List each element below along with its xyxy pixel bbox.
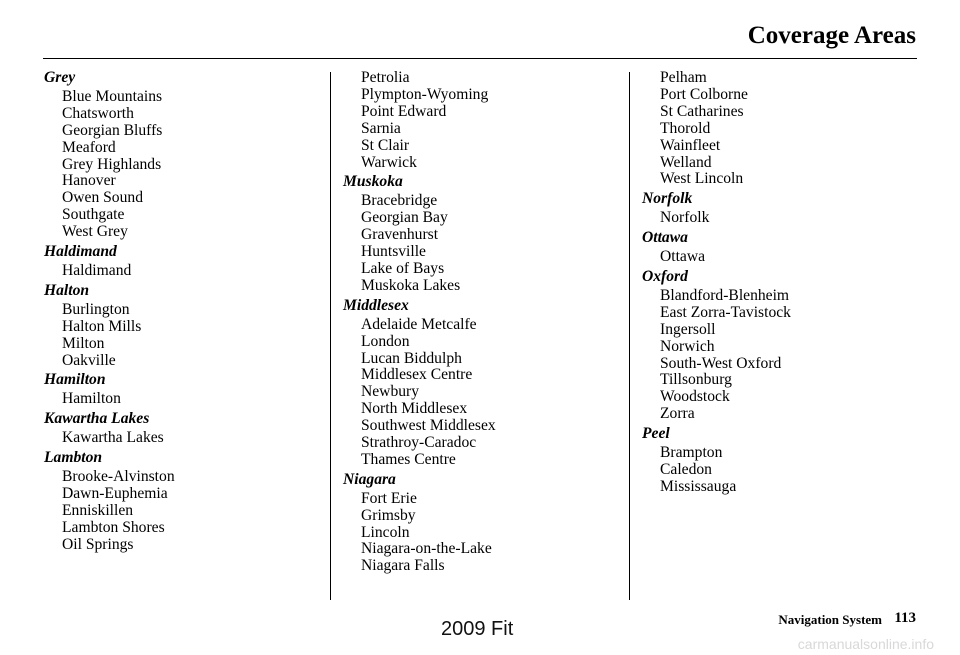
place-item: Niagara-on-the-Lake <box>361 540 492 558</box>
place-item: Gravenhurst <box>361 226 439 244</box>
region-heading: Niagara <box>343 470 396 488</box>
place-item: Lucan Biddulph <box>361 349 462 367</box>
region-group <box>44 244 324 280</box>
watermark-model: 2009 Fit <box>441 618 514 640</box>
region-heading: Norfolk <box>642 190 693 208</box>
region-heading: Hamilton <box>44 371 106 389</box>
place-item: North Middlesex <box>361 400 468 418</box>
place-item: Petrolia <box>361 69 410 86</box>
column-divider-1 <box>330 72 331 600</box>
region-heading: Haldimand <box>44 243 117 261</box>
place-item: Grimsby <box>361 506 416 524</box>
place-item: Oakville <box>62 351 116 369</box>
place-item: Tillsonburg <box>660 371 732 389</box>
region-heading: Muskoka <box>343 173 403 191</box>
place-item: Brampton <box>660 444 723 462</box>
region-group <box>44 450 324 553</box>
place-item: Milton <box>62 334 105 352</box>
place-item: Lincoln <box>361 523 410 541</box>
place-item: Woodstock <box>660 388 730 406</box>
place-item: Niagara Falls <box>361 557 445 575</box>
place-item: West Grey <box>62 223 128 241</box>
place-item: Port Colborne <box>660 85 748 103</box>
place-item: Meaford <box>62 138 116 156</box>
place-item: Southwest Middlesex <box>361 417 496 435</box>
place-item: Pelham <box>660 69 707 86</box>
place-item: Brooke-Alvinston <box>62 467 175 485</box>
place-item: Ottawa <box>660 248 706 266</box>
column-3 <box>642 70 922 498</box>
column-2 <box>343 70 623 577</box>
place-item: Thorold <box>660 119 711 137</box>
region-group <box>343 70 623 171</box>
place-item: Muskoka Lakes <box>361 276 461 294</box>
place-item: Strathroy-Caradoc <box>361 434 477 452</box>
region-heading: Ottawa <box>642 229 688 247</box>
watermark-site: carmanualsonline.info <box>797 636 934 652</box>
place-item: Georgian Bay <box>361 209 448 227</box>
region-group <box>343 174 623 294</box>
place-item: Thames Centre <box>361 450 456 468</box>
region-group <box>44 411 324 447</box>
place-item: Blue Mountains <box>62 87 163 105</box>
place-item: South-West Oxford <box>660 354 782 372</box>
place-item: Adelaide Metcalfe <box>361 315 477 333</box>
place-item: Hamilton <box>62 390 121 408</box>
place-item: Owen Sound <box>62 189 143 207</box>
place-item: Lake of Bays <box>361 259 445 277</box>
place-item: Bracebridge <box>361 192 438 210</box>
place-item: Chatsworth <box>62 104 134 122</box>
place-item: Hanover <box>62 172 116 190</box>
place-item: Plympton-Wyoming <box>361 85 489 103</box>
region-group <box>642 191 922 227</box>
place-item: Georgian Bluffs <box>62 121 163 139</box>
place-item: Blandford-Blenheim <box>660 286 790 304</box>
footer-section-label: Navigation System <box>778 612 882 627</box>
region-heading: Oxford <box>642 267 688 285</box>
place-item: Wainfleet <box>660 136 721 154</box>
region-heading: Lambton <box>44 449 103 467</box>
place-item: East Zorra-Tavistock <box>660 303 791 321</box>
place-item: Point Edward <box>361 102 447 120</box>
region-group <box>44 70 324 241</box>
region-group <box>343 298 623 469</box>
place-item: St Clair <box>361 136 410 154</box>
region-group <box>44 283 324 370</box>
region-heading: Grey <box>44 69 76 86</box>
region-group <box>642 230 922 266</box>
place-item: Halton Mills <box>62 317 142 335</box>
place-item: St Catharines <box>660 102 744 120</box>
region-group <box>343 472 623 575</box>
header-rule <box>43 58 917 59</box>
region-heading: Kawartha Lakes <box>44 410 150 428</box>
place-item: Middlesex Centre <box>361 366 473 384</box>
place-item: Enniskillen <box>62 501 134 519</box>
place-item: West Lincoln <box>660 170 744 188</box>
place-item: Sarnia <box>361 119 401 137</box>
region-group <box>642 426 922 496</box>
place-item: Newbury <box>361 383 420 401</box>
page-title: Coverage Areas <box>747 22 916 49</box>
place-item: Lambton Shores <box>62 518 165 536</box>
place-item: Mississauga <box>660 477 737 495</box>
place-item: Fort Erie <box>361 489 417 507</box>
place-item: Haldimand <box>62 261 132 279</box>
region-heading: Peel <box>642 425 670 443</box>
column-divider-2 <box>629 72 630 600</box>
region-group <box>44 372 324 408</box>
region-heading: Halton <box>44 281 90 299</box>
place-item: Warwick <box>361 153 417 171</box>
place-item: Oil Springs <box>62 535 134 553</box>
column-1 <box>44 70 324 555</box>
place-item: Caledon <box>660 460 712 478</box>
place-item: London <box>361 332 410 350</box>
place-item: Zorra <box>660 405 695 423</box>
place-item: Norfolk <box>660 209 710 227</box>
place-item: Huntsville <box>361 243 426 261</box>
place-item: Ingersoll <box>660 320 716 338</box>
place-item: Southgate <box>62 206 125 224</box>
place-item: Dawn-Euphemia <box>62 484 168 502</box>
region-heading: Middlesex <box>343 296 409 314</box>
place-item: Norwich <box>660 337 715 355</box>
region-group <box>642 70 922 188</box>
place-item: Welland <box>660 153 712 171</box>
place-item: Burlington <box>62 300 130 318</box>
place-item: Grey Highlands <box>62 155 162 173</box>
region-group <box>642 269 922 423</box>
place-item: Kawartha Lakes <box>62 429 164 447</box>
page-number: 113 <box>894 610 916 626</box>
